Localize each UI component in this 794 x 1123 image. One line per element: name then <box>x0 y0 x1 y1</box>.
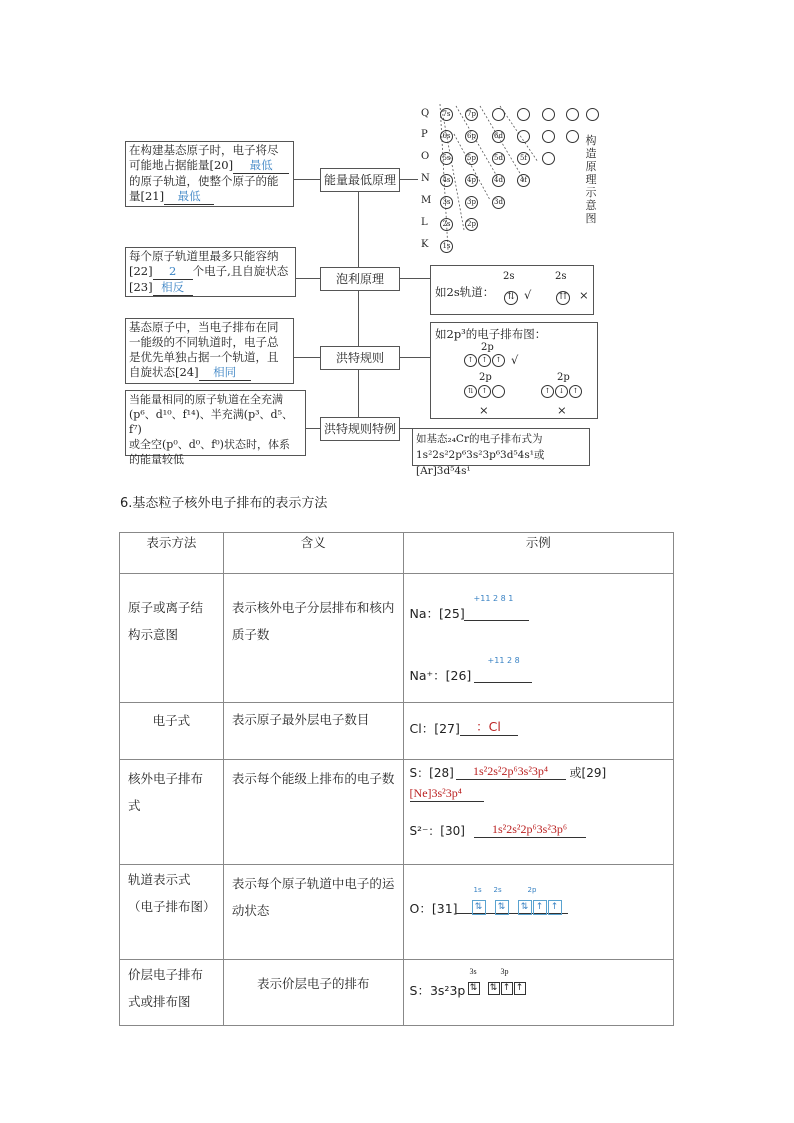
example-s-prefix: S：[28] <box>409 766 454 780</box>
connector-pauli-right <box>400 278 430 279</box>
header-meaning: 含义 <box>223 533 403 574</box>
energy-line4: 量[21] <box>129 189 165 203</box>
orbital-3s: 3s <box>440 196 453 209</box>
table-row <box>120 960 674 1026</box>
connector-hund-right <box>400 357 430 358</box>
pauli-cross-mark: × <box>579 288 589 302</box>
energy-line1: 在构建基态原子时，电子将尽 <box>129 143 279 157</box>
orbital-2p: 2p <box>465 218 478 231</box>
hund-rule-label: 洪特规则 <box>320 346 400 370</box>
orbital-q3 <box>492 108 505 121</box>
orbital-o5 <box>542 152 555 165</box>
connector-special-left <box>306 428 320 429</box>
orbital-5d: 5d <box>492 152 505 165</box>
answer-30: 1s²2s²2p⁶3s²3p⁶ <box>474 822 586 838</box>
construction-principle-label: 构 造 原 理 示 意 图 <box>585 134 597 225</box>
example-na-ion-prefix: Na⁺：[26] <box>409 668 472 683</box>
shell-label-k: K <box>421 239 429 250</box>
orbital-5f: 5f <box>517 152 530 165</box>
pauli-line2a: [22] <box>129 264 153 278</box>
orbital-up-icon: ↑ <box>492 354 505 367</box>
hund-cross-mark-a: × <box>479 403 489 417</box>
pauli-principle-label: 泡利原理 <box>320 267 400 291</box>
electron-arrangement-table <box>119 532 674 1026</box>
header-method: 表示方法 <box>120 533 224 574</box>
answer-26 <box>474 656 532 683</box>
hund-line4: 自旋状态[24] <box>129 365 199 379</box>
answer-29: [Ne]3s²3p⁴ <box>410 786 484 802</box>
cr-example-line1: 如基态₂₄Cr的电子排布式为 <box>416 433 543 445</box>
orbital-7s: 7s <box>440 108 453 121</box>
label-2s: 2s <box>493 886 502 894</box>
hund-rule-box <box>125 318 294 384</box>
energy-principle-label: 能量最低原理 <box>320 168 400 192</box>
energy-line3: 的原子轨道，使整个原子的能 <box>129 174 279 188</box>
orbital-up-icon: ↑ <box>569 385 582 398</box>
answer-21: 最低 <box>164 189 214 205</box>
orbital-4d: 4d <box>492 174 505 187</box>
orbital-box-up-icon: ↑ <box>533 900 547 915</box>
orbital-up-icon: ↑ <box>541 385 554 398</box>
connector-energy-left <box>294 179 320 180</box>
connector-special-right <box>400 428 412 429</box>
hund-example-box <box>430 322 598 419</box>
answer-22: 2 <box>153 264 193 280</box>
orbital-q6 <box>566 108 579 121</box>
pauli-line3: [23] <box>129 280 153 294</box>
orbital-1s: 1s <box>440 240 453 253</box>
connector-pauli-left <box>296 278 320 279</box>
connector-energy-right <box>400 179 418 180</box>
orbital-5s: 5s <box>440 152 453 165</box>
example-s-ion-prefix: S²⁻：[30] <box>409 824 465 838</box>
cr-example-line2: 1s²2s²2p⁶3s²3p⁶3d⁵4s¹或[Ar]3d⁵4s¹ <box>416 449 545 477</box>
meaning-electron-dot: 表示原子最外层电子数目 <box>231 712 370 727</box>
answer-31 <box>456 886 568 914</box>
example-o-prefix: O：[31] <box>409 901 458 916</box>
orbital-up-icon: ↑ <box>464 354 477 367</box>
orbital-6s: 6s <box>440 130 453 143</box>
orbital-q7 <box>586 108 599 121</box>
answer-25 <box>464 594 529 621</box>
meaning-orbital-diagram: 表示每个原子轨道中电子的运动状态 <box>231 876 395 918</box>
table-row <box>120 760 674 865</box>
answer-27: ：Cl <box>460 719 518 736</box>
meaning-valence: 表示价层电子的排布 <box>223 960 403 1026</box>
orbital-down-icon: ↓ <box>555 385 568 398</box>
hund-2p-label-correct: 2p <box>481 342 494 353</box>
orbital-3p: 3p <box>465 196 478 209</box>
pauli-check-mark: √ <box>524 288 532 302</box>
hund-2p-label-wrong-b: 2p <box>557 372 570 383</box>
table-row <box>120 574 674 703</box>
hund-line1: 基态原子中，当电子排布在同 <box>129 320 279 334</box>
na-ion-structure-icon: +11 2 8 <box>487 656 520 665</box>
shell-label-m: M <box>421 195 432 206</box>
shell-label-l: L <box>421 217 428 228</box>
orbital-box-up-icon: ↑ <box>548 900 562 915</box>
orbital-up-down-icon: ⇅ <box>464 385 477 398</box>
orbital-7p: 7p <box>465 108 478 121</box>
meaning-structure-diagram: 表示核外电子分层排布和核内质子数 <box>231 600 395 642</box>
pauli-example-box <box>430 265 594 315</box>
shell-label-p: P <box>421 129 428 140</box>
orbital-up-down-icon: ⇅ <box>504 291 518 305</box>
label-2p: 2p <box>527 886 537 894</box>
hund-2p-label-wrong-a: 2p <box>479 372 492 383</box>
connector-spine <box>358 191 359 428</box>
orbital-q4 <box>517 108 530 121</box>
table-header-row <box>120 533 674 574</box>
orbital-p4 <box>517 130 530 143</box>
special-line4: 的能量较低 <box>129 453 184 466</box>
orbital-box-up-down-icon: ⇅ <box>472 900 486 915</box>
orbital-p6 <box>566 130 579 143</box>
answer-20: 最低 <box>233 158 289 174</box>
hund-special-box <box>125 390 306 466</box>
orbital-box-up-icon: ↑ <box>501 982 513 995</box>
label-1s: 1s <box>473 886 482 894</box>
section-title: 6.基态粒子核外电子排布的表示方法 <box>120 496 328 511</box>
orbital-box-up-down-icon: ⇅ <box>518 900 532 915</box>
label-3p: 3p <box>500 967 509 976</box>
special-line1: 当能量相同的原子轨道在全充满 <box>129 393 283 406</box>
pauli-line2b: 个电子,且自旋状态 <box>192 264 289 278</box>
orbital-4p: 4p <box>465 174 478 187</box>
method-configuration: 核外电子排布式 <box>128 771 204 813</box>
pauli-example-prefix: 如2s轨道： <box>435 285 495 299</box>
orbital-4f: 4f <box>517 174 530 187</box>
table-row <box>120 703 674 760</box>
orbital-6p: 6p <box>465 130 478 143</box>
special-line2: (p⁶、d¹⁰、f¹⁴)、半充满(p³、d⁵、f⁷) <box>129 408 293 436</box>
orbital-up-icon: ↑ <box>478 385 491 398</box>
hund-line3: 是优先单独占据一个轨道，且 <box>129 350 279 364</box>
example-na-prefix: Na：[25] <box>409 606 465 621</box>
orbital-5p: 5p <box>465 152 478 165</box>
answer-24: 相同 <box>199 365 251 381</box>
construction-principle-diagram <box>418 104 608 254</box>
answer-23: 相反 <box>153 280 193 296</box>
orbital-up-icon: ↑ <box>478 354 491 367</box>
special-line3: 或全空(p⁰、d⁰、f⁰)状态时，体系 <box>129 438 290 451</box>
table-row <box>120 865 674 960</box>
orbital-4s: 4s <box>440 174 453 187</box>
shell-label-q: Q <box>421 108 430 119</box>
orbital-3d: 3d <box>492 196 505 209</box>
cr-example-box <box>412 428 590 477</box>
orbital-p5 <box>542 130 555 143</box>
shell-label-o: O <box>421 151 430 162</box>
hund-example-title: 如2p³的电子排布图： <box>435 327 547 341</box>
method-valence: 价层电子排布式或排布图 <box>128 967 204 1009</box>
orbital-up-up-icon: ⇈ <box>556 291 570 305</box>
meaning-configuration: 表示每个能级上排布的电子数 <box>231 771 395 786</box>
pauli-2s-label-b: 2s <box>555 271 567 282</box>
shell-label-n: N <box>421 173 430 184</box>
method-structure-diagram: 原子或离子结构示意图 <box>128 600 204 642</box>
orbital-box-up-down-icon: ⇅ <box>468 982 480 995</box>
example-cl-prefix: Cl：[27] <box>409 721 460 736</box>
hund-cross-mark-b: × <box>557 403 567 417</box>
pauli-principle-box <box>125 247 296 297</box>
method-electron-dot: 电子式 <box>120 703 224 760</box>
pauli-line1: 每个原子轨道里最多只能容纳 <box>129 249 279 263</box>
hund-special-label: 洪特规则特例 <box>320 417 400 441</box>
hund-line2: 一能级的不同轨道时，电子总 <box>129 335 279 349</box>
na-atom-structure-icon: +11 2 8 1 <box>473 594 514 603</box>
connector-hund-left <box>294 357 320 358</box>
hund-check-mark: √ <box>511 353 519 367</box>
orbital-box-up-icon: ↑ <box>514 982 526 995</box>
orbital-q5 <box>542 108 555 121</box>
orbital-6d: 6d <box>492 130 505 143</box>
header-example: 示例 <box>403 533 673 574</box>
label-3s: 3s <box>469 967 477 976</box>
method-orbital-diagram: 轨道表示式（电子排布图） <box>128 872 216 914</box>
pauli-2s-label-a: 2s <box>503 271 515 282</box>
example-valence-prefix: S：3s²3p <box>409 983 466 998</box>
energy-line2: 可能地占据能量[20] <box>129 158 234 172</box>
orbital-2s: 2s <box>440 218 453 231</box>
orbital-box-up-down-icon: ⇅ <box>488 982 500 995</box>
answer-28: 1s²2s²2p⁶3s²3p⁴ <box>456 764 566 780</box>
example-s-or: 或[29] <box>569 766 607 780</box>
energy-principle-box <box>125 141 294 207</box>
orbital-box-up-down-icon: ⇅ <box>495 900 509 915</box>
orbital-empty-icon <box>492 385 505 398</box>
